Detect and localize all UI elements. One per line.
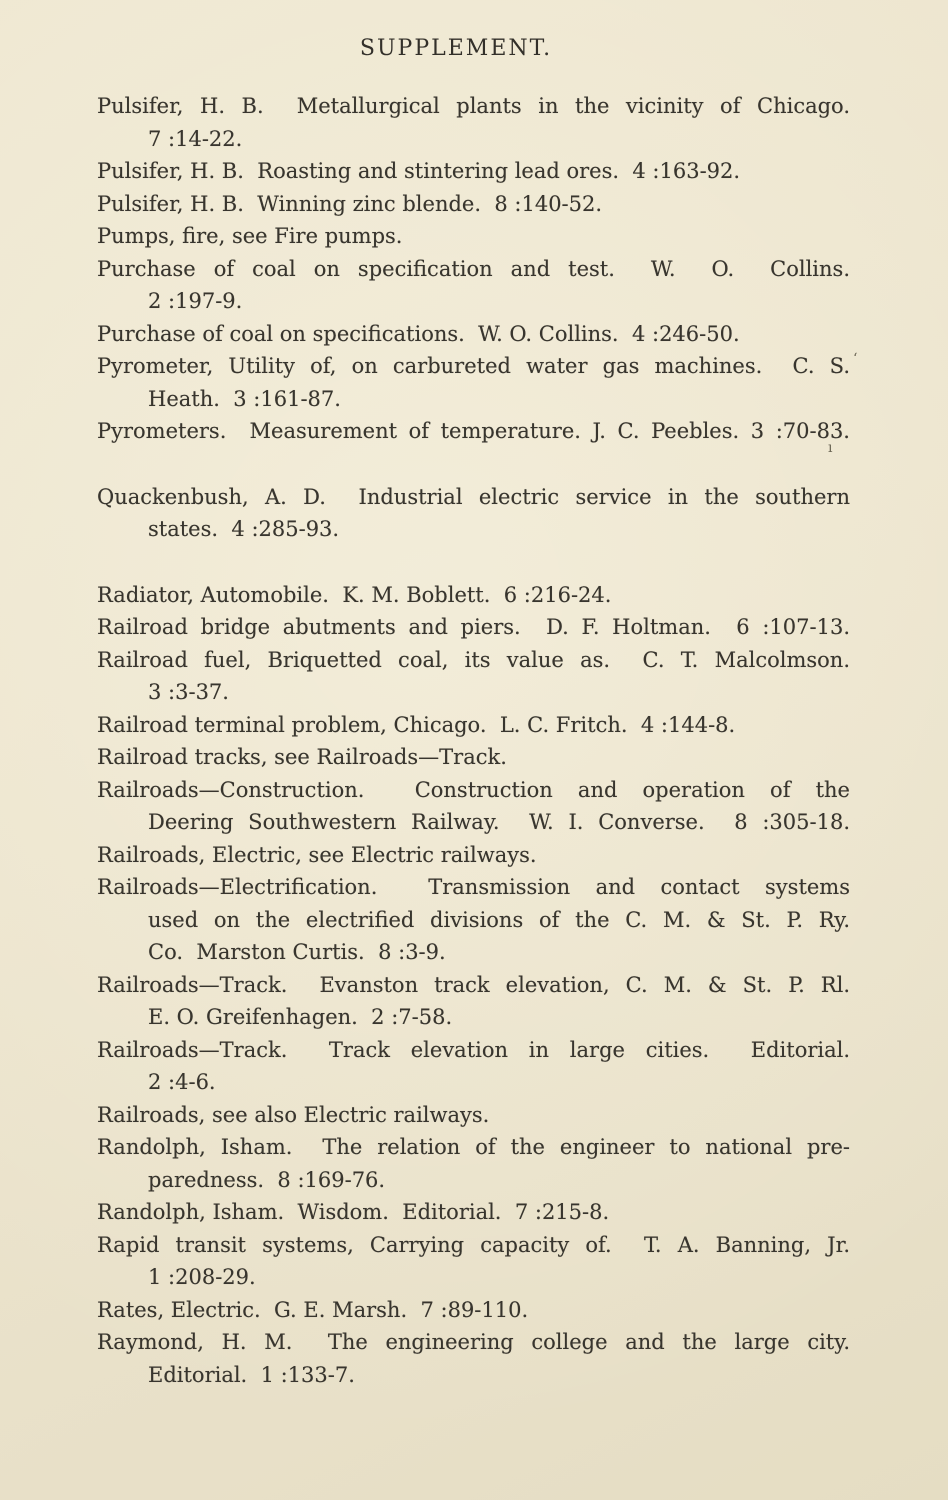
entry-line: Pyrometers. Measurement of temperature. J. C. Peebles. 3 :70-83. (97, 419, 850, 443)
entry-line: Railroads, Electric, see Electric railways. (97, 842, 537, 867)
entry-line: Rates, Electric. G. E. Marsh. 7 :89-110. (97, 1297, 529, 1322)
entry-line: used on the electrified divisions of the C. M. & St. P. Ry. (148, 907, 850, 932)
entry-line: Railroads—Construction. Construction and operation of the (97, 777, 850, 802)
entry-line: Railroad terminal problem, Chicago. L. C. Fritch. 4 :144-8. (97, 712, 736, 737)
entry-line: Randolph, Isham. The relation of the engineer to national pre- (97, 1135, 850, 1159)
entry-line: E. O. Greifenhagen. 2 :7-58. (148, 1005, 453, 1029)
scan-speck: ı (828, 440, 833, 456)
index-entry (97, 481, 850, 546)
entry-line: paredness. 8 :169-76. (148, 1167, 386, 1192)
entry-line: Pulsifer, H. B. Winning zinc blende. 8 :140-52. (97, 191, 603, 216)
entry-line: 1 :208-29. (148, 1265, 256, 1289)
index-entry (97, 871, 850, 969)
index-entry (97, 969, 850, 1034)
entry-line: Rapid transit systems, Carrying capacity of. T. A. Banning, Jr. (97, 1232, 850, 1257)
index-entry (97, 1131, 850, 1196)
index-entry (97, 1099, 850, 1132)
index-list (97, 90, 850, 1391)
entry-line: Railroads, see also Electric railways. (97, 1102, 490, 1127)
index-entry (97, 741, 850, 774)
entry-line: Randolph, Isham. Wisdom. Editorial. 7 :215-8. (97, 1200, 610, 1224)
index-entry (97, 709, 850, 742)
index-entry (97, 220, 850, 253)
index-entry (97, 839, 850, 872)
entry-line: Railroad tracks, see Railroads—Track. (97, 745, 507, 769)
entry-line: Railroads—Track. Evanston track elevation, C. M. & St. P. Rl. (97, 972, 850, 997)
entry-line: 3 :3-37. (148, 680, 229, 704)
page-title: SUPPLEMENT. (359, 36, 553, 61)
entry-line: Purchase of coal on specifications. W. O. Collins. 4 :246-50. (97, 321, 740, 346)
entry-line: Railroads—Track. Track elevation in large cities. Editorial. (97, 1037, 850, 1062)
index-entry (97, 1034, 850, 1099)
index-entry (97, 1294, 850, 1327)
index-entry (97, 579, 850, 612)
index-entry (97, 1196, 850, 1229)
entry-line: Co. Marston Curtis. 8 :3-9. (148, 940, 446, 964)
entry-line: Deering Southwestern Railway. W. I. Converse. 8 :305-18. (148, 810, 850, 834)
index-entry (97, 350, 850, 415)
entry-line: 7 :14-22. (148, 126, 243, 151)
index-entry (97, 90, 850, 155)
index-entry (97, 1326, 850, 1391)
index-entry (97, 1229, 850, 1294)
entry-line: Pumps, fire, see Fire pumps. (97, 224, 403, 248)
entry-line: Raymond, H. M. The engineering college and the large city. (97, 1330, 850, 1354)
entry-line: Railroads—Electrification. Transmission and contact systems (97, 875, 850, 899)
entry-line: Railroad fuel, Briquetted coal, its value as. C. T. Malcolmson. (97, 647, 850, 672)
index-entry (97, 611, 850, 644)
scan-speck: ‘ (853, 351, 858, 367)
entry-line: Pulsifer, H. B. Roasting and stintering lead ores. 4 :163-92. (97, 159, 741, 183)
index-entry (97, 774, 850, 839)
index-entry (97, 155, 850, 188)
entry-line: Pulsifer, H. B. Metallurgical plants in the vicinity of Chicago. (97, 94, 850, 118)
entry-line: Railroad bridge abutments and piers. D. F. Holtman. 6 :107-13. (97, 615, 850, 639)
entry-line: 2 :4-6. (148, 1070, 216, 1094)
index-entry (97, 415, 850, 448)
entry-line: states. 4 :285-93. (148, 517, 340, 541)
entry-line: 2 :197-9. (148, 289, 243, 313)
entry-line: Quackenbush, A. D. Industrial electric service in the southern (97, 484, 850, 509)
entry-line: Pyrometer, Utility of, on carbureted water gas machines. C. S. (97, 354, 850, 378)
index-entry (97, 253, 850, 318)
entry-line: Heath. 3 :161-87. (148, 386, 341, 411)
index-entry (97, 318, 850, 351)
entry-line: Editorial. 1 :133-7. (148, 1362, 355, 1387)
index-entry (97, 644, 850, 709)
index-entry (97, 188, 850, 221)
entry-line: Radiator, Automobile. K. M. Boblett. 6 :216-24. (97, 582, 612, 607)
entry-line: Purchase of coal on specification and test. W. O. Collins. (97, 256, 850, 281)
